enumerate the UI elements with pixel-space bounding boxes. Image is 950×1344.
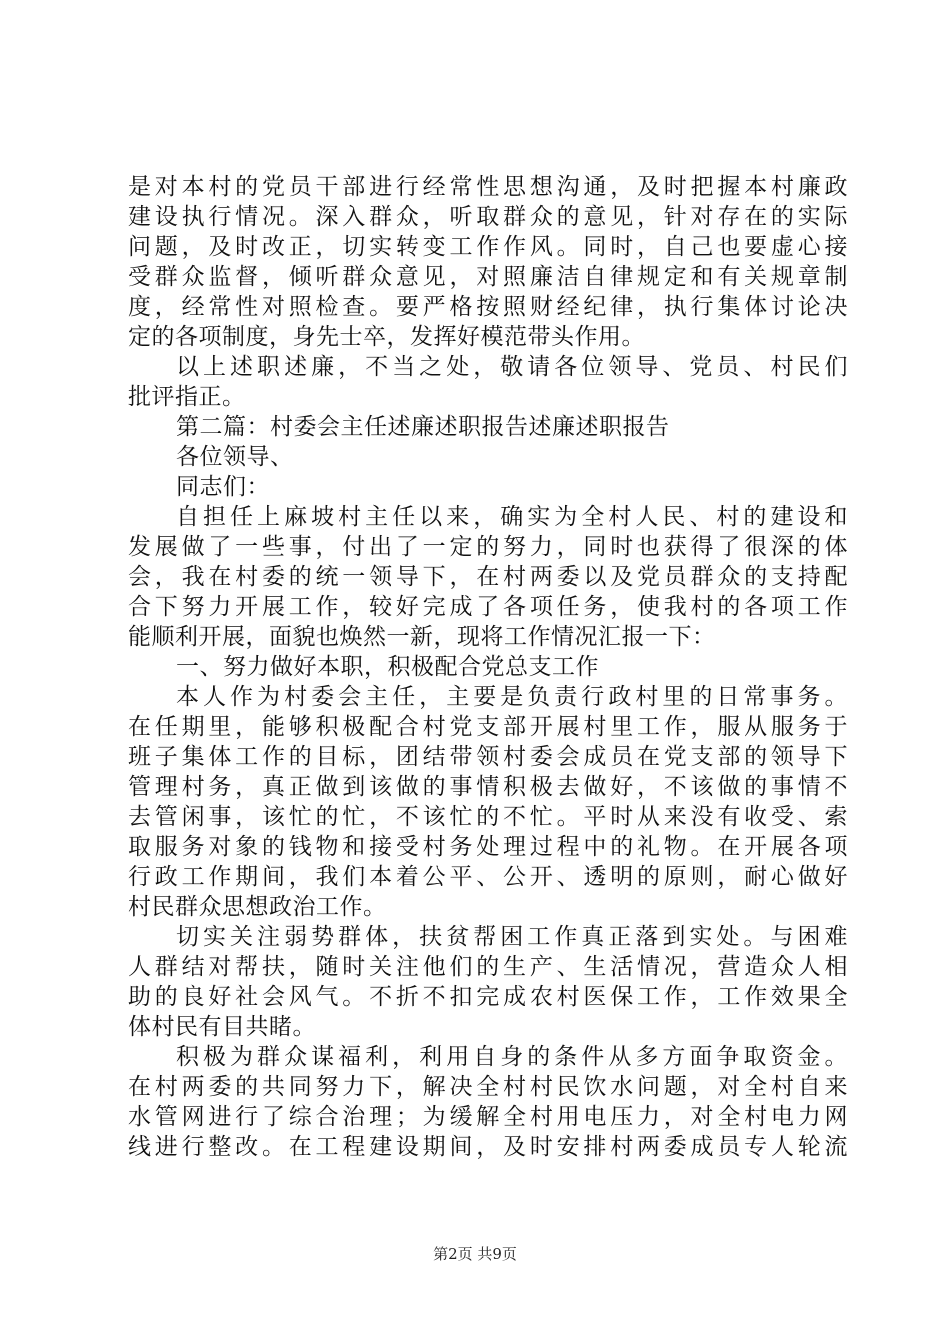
text-line: 第二篇：村委会主任述廉述职报告述廉述职报告: [176, 414, 670, 440]
text-line: 度，经常性对照检查。要严格按照财经纪律，执行集体讨论决: [128, 294, 848, 320]
text-line: 积极为群众谋福利，利用自身的条件从多方面争取资金。: [176, 1044, 848, 1070]
text-line: 水管网进行了综合治理；为缓解全村用电压力，对全村电力网: [128, 1104, 848, 1130]
text-line: 定的各项制度，身先士卒，发挥好模范带头作用。: [128, 324, 645, 350]
text-line: 去管闲事，该忙的忙，不该忙的不忙。平时从来没有收受、索: [128, 804, 848, 830]
text-line: 发展做了一些事，付出了一定的努力，同时也获得了很深的体: [128, 534, 848, 560]
text-line: 取服务对象的钱物和接受村务处理过程中的礼物。在开展各项: [128, 834, 848, 860]
text-line: 在村两委的共同努力下，解决全村村民饮水问题，对全村自来: [128, 1074, 848, 1100]
text-line: 人群结对帮扶，随时关注他们的生产、生活情况，营造众人相: [128, 954, 848, 980]
text-line: 线进行整改。在工程建设期间，及时安排村两委成员专人轮流: [128, 1134, 848, 1160]
text-line: 同志们：: [176, 474, 270, 500]
text-line: 本人作为村委会主任，主要是负责行政村里的日常事务。: [176, 684, 848, 710]
text-line: 批评指正。: [128, 384, 246, 410]
text-line: 问题，及时改正，切实转变工作作风。同时，自己也要虚心接: [128, 234, 848, 260]
text-line: 建设执行情况。深入群众，听取群众的意见，针对存在的实际: [128, 204, 848, 230]
text-line: 会，我在村委的统一领导下，在村两委以及党员群众的支持配: [128, 564, 848, 590]
text-line: 在任期里，能够积极配合村党支部开展村里工作，服从服务于: [128, 714, 848, 740]
text-line: 能顺利开展，面貌也焕然一新，现将工作情况汇报一下：: [128, 624, 716, 650]
text-line: 合下努力开展工作，较好完成了各项任务，使我村的各项工作: [128, 594, 848, 620]
text-line: 各位领导、: [176, 444, 294, 470]
text-line: 以上述职述廉，不当之处，敬请各位领导、党员、村民们: [176, 354, 848, 380]
document-body: [128, 172, 848, 1162]
text-line: 助的良好社会风气。不折不扣完成农村医保工作，工作效果全: [128, 984, 848, 1010]
text-line: 村民群众思想政治工作。: [128, 894, 387, 920]
text-line: 班子集体工作的目标，团结带领村委会成员在党支部的领导下: [128, 744, 848, 770]
text-line: 受群众监督，倾听群众意见，对照廉洁自律规定和有关规章制: [128, 264, 848, 290]
page-footer: 第2页 共9页: [433, 1245, 517, 1263]
text-line: 体村民有目共睹。: [128, 1014, 316, 1040]
text-line: 是对本村的党员干部进行经常性思想沟通，及时把握本村廉政: [128, 174, 848, 200]
text-line: 一、努力做好本职，积极配合党总支工作: [176, 654, 599, 680]
text-line: 管理村务，真正做到该做的事情积极去做好，不该做的事情不: [128, 774, 848, 800]
text-line: 自担任上麻坡村主任以来，确实为全村人民、村的建设和: [176, 504, 848, 530]
text-line: 切实关注弱势群体，扶贫帮困工作真正落到实处。与困难: [176, 924, 848, 950]
text-line: 行政工作期间，我们本着公平、公开、透明的原则，耐心做好: [128, 864, 848, 890]
